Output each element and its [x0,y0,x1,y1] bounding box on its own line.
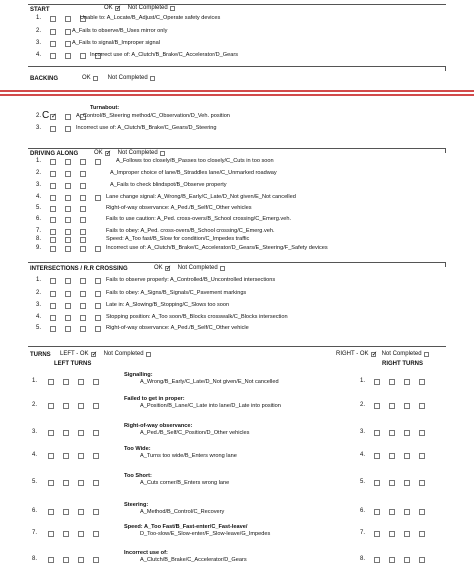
checkbox[interactable] [65,246,71,252]
section-title-start: START [30,7,50,13]
item-text: Late in: A_Slowing/B_Stopping/C_Slows too soon [106,302,230,308]
checkbox[interactable] [48,403,54,409]
item-checkboxes [50,246,101,252]
ok-label: OK [82,75,91,81]
turn-item-text: A_Turns too wide/B_Enters wrong lane [140,453,237,459]
checkbox[interactable] [374,531,380,537]
item-number: 1. [36,277,42,283]
item-number: 6. [36,216,42,222]
item-checkboxes [50,315,101,321]
checkbox[interactable] [93,531,99,537]
ok-label: OK [94,150,103,156]
item-number-left: 6. [32,508,38,514]
checkbox[interactable] [93,453,99,459]
checkbox[interactable] [374,430,380,436]
item-text: A_Follows too closely/B_Passes too closely/C_Cuts in too soon [116,158,274,164]
turns-left-status [60,351,151,357]
divider [28,346,446,347]
backing-status [82,75,155,81]
checkbox[interactable] [50,326,56,332]
left-turn-checkboxes [48,379,99,385]
checkbox[interactable] [50,278,56,284]
red-divider [0,90,474,92]
checkbox[interactable] [78,480,84,486]
checkbox[interactable] [50,183,56,189]
ok-label: OK [154,265,163,271]
item-number: 9. [36,245,42,251]
item-text: Incorrect use of: A_Clutch/B_Brake/C_Accelerator/D_Gears [90,52,238,58]
turn-item-text: A_Wrong/B_Early/C_Late/D_Not given/E_Not cancelled [140,379,279,385]
list-item [0,277,474,286]
list-item [0,158,474,167]
item-checkboxes [50,206,86,212]
checkbox[interactable] [78,403,84,409]
turn-item-text: A_Clutch/B_Brake/C_Accelerator/D_Gears [140,557,247,563]
item-text: A_Fails to check blindspot/B_Observe property [110,182,227,188]
checkbox[interactable] [404,509,410,515]
checkbox[interactable] [50,315,56,321]
checkbox[interactable] [80,291,86,297]
not-completed-checkbox[interactable] [160,151,165,156]
checkbox[interactable] [93,379,99,385]
checkbox[interactable] [50,246,56,252]
checkbox[interactable] [93,403,99,409]
item-number: 7. [36,228,42,234]
checkbox[interactable] [389,430,395,436]
checkbox[interactable] [63,430,69,436]
item-number: 8. [36,236,42,242]
section-title-intersections: INTERSECTIONS / R.R CROSSING [30,266,128,272]
item-number-right: 3. [360,429,366,435]
intersections-status [154,265,225,271]
checkbox[interactable] [50,291,56,297]
checkbox[interactable] [419,531,425,537]
divider [28,4,446,5]
checkbox[interactable] [48,379,54,385]
divider [28,148,446,149]
left-turn-checkboxes [48,557,99,563]
list-item [0,314,474,323]
left-ok-checkbox[interactable] [91,352,96,357]
checkbox[interactable] [65,326,71,332]
right-turn-checkboxes [374,531,425,537]
checkbox[interactable] [65,41,71,47]
item-text: A_Control/B_Steering method/C_Observation/D_Veh. position [76,113,230,119]
checkbox[interactable] [48,557,54,563]
item-number: 1. [36,158,42,164]
checkbox[interactable] [65,114,71,120]
turn-item-title: Failed to get in proper: [124,396,185,402]
not-completed-label: Not Completed [117,150,158,156]
checkbox[interactable] [419,480,425,486]
turn-item-text: A_Cuts corner/B_Enters wrong lane [140,480,230,486]
checkbox[interactable] [80,183,86,189]
item-number: 5. [36,325,42,331]
start-status [104,5,175,11]
red-divider [0,94,474,96]
checkbox[interactable] [50,126,56,132]
checkbox[interactable] [65,291,71,297]
checkbox[interactable] [63,453,69,459]
checkbox[interactable] [95,303,101,309]
list-item [0,40,474,49]
checkbox[interactable] [78,509,84,515]
turn-item-title: Steering: [124,502,149,508]
turn-item-title: Signalling: [124,372,153,378]
checkbox[interactable] [63,531,69,537]
ok-label: OK [104,5,113,11]
left-turn-checkboxes [48,531,99,537]
left-ok-label: LEFT - OK [60,351,89,357]
item-text: A_Fails to observe/B_Uses mirror only [72,28,168,34]
checkbox[interactable] [65,229,71,235]
turn-item-text: D_Too-slow/E_Slow-enter/F_Slow-leave/G_Impedes [140,531,271,537]
left-turn-checkboxes [48,430,99,436]
list-item [0,245,474,254]
item-checkboxes [50,326,101,332]
item-text: Fails to obey: A_Ped. cross-overs/B_School crossing/C_Emerg.veh. [106,228,275,234]
ok-checkbox[interactable] [115,6,120,11]
not-completed-label: Not Completed [107,75,148,81]
checkbox[interactable] [389,509,395,515]
checkbox[interactable] [93,430,99,436]
not-completed-label: Not Completed [103,351,144,357]
item-number-left: 2. [32,402,38,408]
not-completed-checkbox[interactable] [150,76,155,81]
checkbox[interactable] [50,229,56,235]
checkbox[interactable] [78,430,84,436]
checkbox[interactable] [50,53,56,59]
checkbox[interactable] [389,531,395,537]
checkbox[interactable] [93,480,99,486]
checkbox[interactable] [404,430,410,436]
checkbox[interactable] [65,53,71,59]
checkbox[interactable] [78,531,84,537]
item-checkboxes [50,171,86,177]
section-title-backing: BACKING [30,76,58,82]
section-title-turns: TURNS [30,352,51,358]
checkbox[interactable] [95,291,101,297]
checkbox[interactable] [404,480,410,486]
item-number-left: 1. [32,378,38,384]
checkbox[interactable] [50,171,56,177]
checkbox[interactable] [389,557,395,563]
checkbox[interactable] [50,41,56,47]
checkbox[interactable] [404,379,410,385]
right-turn-checkboxes [374,480,425,486]
list-item [0,170,474,179]
item-number: 4. [36,194,42,200]
item-number-right: 8. [360,556,366,562]
item-number-right: 4. [360,452,366,458]
checkbox[interactable] [63,403,69,409]
item-text: Right-of-way observance: A_Ped./B_Self/C_Other vehicle [106,325,249,331]
turn-item-title: Incorrect use of: [124,550,168,556]
list-item [0,28,474,37]
checkbox[interactable] [95,315,101,321]
checkbox[interactable] [95,246,101,252]
checkbox[interactable] [80,217,86,223]
item-text: Unable to: A_Locate/B_Adjust/C_Operate safety devices [80,15,221,21]
item-checkboxes [50,126,71,132]
item-prefix: C [42,110,50,121]
item-number-right: 6. [360,508,366,514]
checkbox[interactable] [63,379,69,385]
list-item [0,290,474,299]
right-turn-checkboxes [374,403,425,409]
turn-item-text: A_Ped./B_Self/C_Position/D_Other vehicles [140,430,250,436]
checkbox[interactable] [374,453,380,459]
checkbox[interactable] [50,195,56,201]
checkbox[interactable] [78,379,84,385]
checkbox[interactable] [65,303,71,309]
item-number-right: 1. [360,378,366,384]
item-number: 3. [36,302,42,308]
checkbox[interactable] [50,29,56,35]
list-item [0,302,474,311]
item-text: Stopping position: A_Too soon/B_Blocks crosswalk/C_Blocks intersection [106,314,288,320]
item-text: Fails to observe properly: A_Controlled/B_Uncontrolled intersections [106,277,276,283]
turn-item-title: Speed: A_Too Fast/B_Fast-enter/C_Fast-leave/ [124,524,248,530]
checkbox[interactable] [50,114,56,120]
checkbox[interactable] [419,430,425,436]
item-number: 2. [36,290,42,296]
checkbox[interactable] [65,206,71,212]
not-completed-label-right: Not Completed [381,351,422,357]
checkbox[interactable] [374,379,380,385]
ok-checkbox[interactable] [93,76,98,81]
not-completed-checkbox-right[interactable] [424,352,429,357]
checkbox[interactable] [404,531,410,537]
checkbox[interactable] [48,509,54,515]
not-completed-label: Not Completed [177,265,218,271]
right-turn-checkboxes [374,430,425,436]
item-text: Speed: A_Too fast/B_Slow for condition/C_Impedes traffic [106,236,250,242]
left-turns-header: LEFT TURNS [54,361,92,367]
checkbox[interactable] [80,278,86,284]
checkbox[interactable] [93,557,99,563]
checkbox[interactable] [374,509,380,515]
item-checkboxes [50,303,101,309]
item-number-left: 4. [32,452,38,458]
checkbox[interactable] [80,206,86,212]
item-number-right: 2. [360,402,366,408]
list-item [0,236,474,245]
turn-item-title: Right-of-way observance: [124,423,193,429]
item-number-right: 7. [360,530,366,536]
checkbox[interactable] [50,159,56,165]
right-turn-checkboxes [374,379,425,385]
not-completed-checkbox[interactable] [170,6,175,11]
list-item [0,125,474,134]
checkbox[interactable] [63,480,69,486]
checkbox[interactable] [80,237,86,243]
checkbox[interactable] [50,206,56,212]
checkbox[interactable] [389,480,395,486]
item-number: 4. [36,52,42,58]
left-turn-checkboxes [48,403,99,409]
checkbox[interactable] [48,531,54,537]
item-number: 3. [36,182,42,188]
list-item [0,194,474,203]
checkbox[interactable] [50,16,56,22]
list-item [0,110,474,122]
item-checkboxes [50,159,101,165]
checkbox[interactable] [63,557,69,563]
checkbox[interactable] [93,509,99,515]
right-ok-checkbox[interactable] [371,352,376,357]
item-checkboxes [50,237,86,243]
item-checkboxes [50,278,101,284]
checkbox[interactable] [404,403,410,409]
turn-item-title: Too Wide: [124,446,151,452]
item-number: 4. [36,314,42,320]
checkbox[interactable] [48,453,54,459]
driving-along-status [94,150,165,156]
item-number: 2. [36,170,42,176]
list-item [0,182,474,191]
turn-item-title: Too Short: [124,473,152,479]
checkbox[interactable] [389,403,395,409]
checkbox[interactable] [419,453,425,459]
checkbox[interactable] [419,509,425,515]
ok-checkbox[interactable] [165,266,170,271]
checkbox[interactable] [374,403,380,409]
turnabout-title: Turnabout: [90,105,120,111]
checkbox[interactable] [419,403,425,409]
checkbox[interactable] [65,278,71,284]
item-number: 5. [36,205,42,211]
turn-item-text: A_Position/B_Lane/C_Late into lane/D_Late into position [140,403,281,409]
checkbox[interactable] [80,195,86,201]
checkbox[interactable] [419,379,425,385]
right-ok-label: RIGHT - OK [336,351,369,357]
checkbox[interactable] [419,557,425,563]
checkbox[interactable] [65,159,71,165]
checkbox[interactable] [65,16,71,22]
checkbox[interactable] [389,453,395,459]
checkbox[interactable] [65,237,71,243]
checkbox[interactable] [65,29,71,35]
checkbox[interactable] [80,53,86,59]
checkbox[interactable] [80,315,86,321]
checkbox[interactable] [374,480,380,486]
checkbox[interactable] [50,217,56,223]
checkbox[interactable] [80,303,86,309]
checkbox[interactable] [374,557,380,563]
right-turn-checkboxes [374,453,425,459]
checkbox[interactable] [95,278,101,284]
item-number: 2. [36,113,42,119]
item-number-left: 3. [32,429,38,435]
checkbox[interactable] [65,315,71,321]
not-completed-label: Not Completed [127,5,168,11]
list-item [0,216,474,225]
not-completed-checkbox[interactable] [220,266,225,271]
divider [28,262,446,263]
item-number: 3. [36,125,42,131]
item-number: 1. [36,15,42,21]
item-number-right: 5. [360,479,366,485]
turns-right-status [336,351,429,357]
list-item [0,205,474,214]
ok-checkbox[interactable] [105,151,110,156]
left-turn-checkboxes [48,453,99,459]
checkbox[interactable] [65,217,71,223]
checkbox[interactable] [48,430,54,436]
left-turn-checkboxes [48,480,99,486]
checkbox[interactable] [50,237,56,243]
item-text: Incorrect use of: A_Clutch/B_Brake/C_Accelerator/D_Gears/E_Steering/F_Safety devices [106,245,328,251]
right-turn-checkboxes [374,509,425,515]
checkbox[interactable] [80,159,86,165]
item-text: Fails to use caution: A_Ped. cross-overs/B_School crossing/C_Emerg.veh. [106,216,291,222]
checkbox[interactable] [95,159,101,165]
list-item [0,52,474,61]
turn-item-text: A_Method/B_Control/C_Recovery [140,509,225,515]
right-turn-checkboxes [374,557,425,563]
item-number-left: 5. [32,479,38,485]
checkbox[interactable] [80,171,86,177]
left-turn-checkboxes [48,509,99,515]
checkbox[interactable] [63,509,69,515]
item-text: Fails to obey: A_Signs/B_Signals/C_Pavement markings [106,290,247,296]
item-text: A_Fails to signal/B_Improper signal [72,40,160,46]
checkbox[interactable] [65,195,71,201]
divider [28,66,446,67]
checkbox[interactable] [95,326,101,332]
item-checkboxes [50,41,71,47]
checkbox[interactable] [404,557,410,563]
item-text: Right-of-way observance: A_Ped./B_Self/C_Other vehicles [106,205,252,211]
item-checkboxes [50,183,86,189]
checkbox[interactable] [65,183,71,189]
checkbox[interactable] [65,126,71,132]
list-item [0,15,474,24]
item-text: Lane change signal: A_Wrong/B_Early/C_Late/D_Not given/E_Not cancelled [106,194,296,200]
right-turns-header: RIGHT TURNS [382,361,423,367]
item-number: 3. [36,40,42,46]
item-text: A_Improper choice of lane/B_Straddles lane/C_Unmarked roadway [110,170,277,176]
item-checkboxes [50,229,86,235]
item-checkboxes [50,217,86,223]
item-number-left: 7. [32,530,38,536]
checkbox[interactable] [404,453,410,459]
checkbox[interactable] [65,171,71,177]
checkbox[interactable] [95,195,101,201]
checkbox[interactable] [80,229,86,235]
item-text: Incorrect use of: A_Clutch/B_Brake/C_Gears/D_Steering [76,125,217,131]
item-checkboxes [50,291,101,297]
checkbox[interactable] [50,303,56,309]
checkbox[interactable] [48,480,54,486]
checkbox[interactable] [78,453,84,459]
checkbox[interactable] [80,326,86,332]
item-checkboxes [50,29,71,35]
item-number: 2. [36,28,42,34]
checkbox[interactable] [78,557,84,563]
item-checkboxes [50,195,101,201]
list-item [0,325,474,334]
checkbox[interactable] [389,379,395,385]
section-title-driving-along: DRIVING ALONG [30,151,79,157]
not-completed-checkbox[interactable] [146,352,151,357]
item-number-left: 8. [32,556,38,562]
checkbox[interactable] [80,246,86,252]
